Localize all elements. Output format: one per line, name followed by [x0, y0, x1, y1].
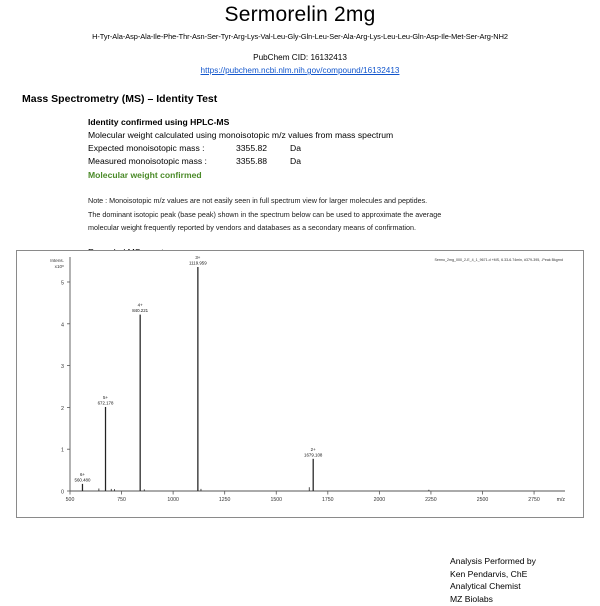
- peak-charge-label: 5+: [103, 394, 109, 400]
- peak-mz-label: 840.221: [132, 308, 149, 314]
- peak-mz-label: 1119.959: [189, 260, 207, 266]
- spectrum-plot: [17, 251, 583, 517]
- expected-mass-unit: Da: [290, 143, 301, 154]
- note-block: [88, 194, 600, 234]
- expected-mass-row: [88, 142, 600, 155]
- peak-charge-label: 4+: [137, 302, 143, 308]
- x-tick-label: 1250: [218, 497, 231, 503]
- measured-mass-label: Measured monoisotopic mass :: [88, 156, 207, 167]
- spectrum-annotation: Sermo_2mg_000_2-E_4_1_9671.d +MS, 6.33-6.74min, #379-395, -Peak Bkgrnd: [434, 258, 563, 262]
- y-tick-label: 3: [61, 364, 64, 371]
- x-tick-label: 2500: [476, 497, 489, 503]
- ms-spectrum-chart: [16, 250, 584, 518]
- footer-line-3: Analytical Chemist: [450, 581, 521, 592]
- measured-mass-value: 3355.88: [236, 156, 268, 167]
- y-tick-label: 0: [61, 489, 64, 496]
- peptide-sequence: H-Tyr-Ala-Asp-Ala-Ile-Phe-Thr-Asn-Ser-Tyr-Arg-Lys-Val-Leu-Gly-Gln-Leu-Ser-Ala-Arg-Lys-Leu-Leu-Gln-Asp-Ile-Met-Ser-Arg-NH2: [92, 32, 508, 42]
- x-tick-label: 2250: [425, 497, 437, 503]
- expected-mass-value: 3355.82: [236, 143, 268, 154]
- results-block: [88, 116, 600, 182]
- x-tick-label: 1000: [167, 497, 179, 503]
- results-subheading: Identity confirmed using HPLC-MS: [88, 117, 230, 128]
- note-line-1: Note : Monoisotopic m/z values are not easily seen in full spectrum view for larger molecules and peptides.: [88, 196, 428, 206]
- x-tick-label: 2750: [528, 497, 540, 503]
- peak-charge-label: 3+: [195, 254, 201, 260]
- y-axis-unit: x10⁸: [54, 264, 64, 269]
- x-tick-label: 1500: [270, 497, 283, 503]
- confirmation-status: Molecular weight confirmed: [88, 170, 202, 181]
- peak-mz-label: 1679.108: [304, 452, 323, 458]
- y-tick-label: 1: [61, 447, 64, 454]
- peak-charge-label: 2+: [310, 446, 316, 452]
- footer-line-2: Ken Pendarvis, ChE: [450, 568, 528, 579]
- x-tick-label: 1750: [322, 497, 334, 503]
- section-heading: Mass Spectrometry (MS) – Identity Test: [22, 93, 218, 106]
- peak-mz-label: 560.480: [74, 477, 91, 483]
- note-line-2: The dominant isotopic peak (base peak) shown in the spectrum below can be used to approximate the average: [88, 209, 442, 219]
- page-title: Sermorelin 2mg: [224, 3, 376, 26]
- y-tick-label: 4: [61, 322, 64, 329]
- footer-line-4: MZ Biolabs: [450, 594, 493, 605]
- y-tick-label: 5: [61, 280, 64, 287]
- peak-mz-label: 672.178: [97, 400, 114, 406]
- footer-line-1: Analysis Performed by: [450, 556, 536, 566]
- peak-charge-label: 6+: [79, 471, 85, 477]
- analysis-footer: [450, 555, 536, 606]
- measured-mass-unit: Da: [290, 156, 301, 167]
- y-axis-label: Intens.: [50, 258, 64, 263]
- pubchem-cid-label: PubChem CID: 16132413: [253, 53, 347, 63]
- x-tick-label: 2000: [373, 497, 386, 503]
- expected-mass-label: Expected monoisotopic mass :: [88, 143, 205, 154]
- y-tick-label: 2: [61, 405, 64, 412]
- x-tick-label: 750: [117, 497, 126, 503]
- note-line-3: molecular weight frequently reported by vendors and databases as a secondary means of confirmation.: [88, 223, 417, 233]
- x-axis-label: m/z: [556, 497, 565, 503]
- measured-mass-row: [88, 155, 600, 168]
- x-tick-label: 500: [65, 497, 75, 503]
- method-line: Molecular weight calculated using monoisotopic m/z values from mass spectrum: [88, 130, 394, 141]
- pubchem-link[interactable]: https://pubchem.ncbi.nlm.nih.gov/compound/16132413: [200, 66, 400, 76]
